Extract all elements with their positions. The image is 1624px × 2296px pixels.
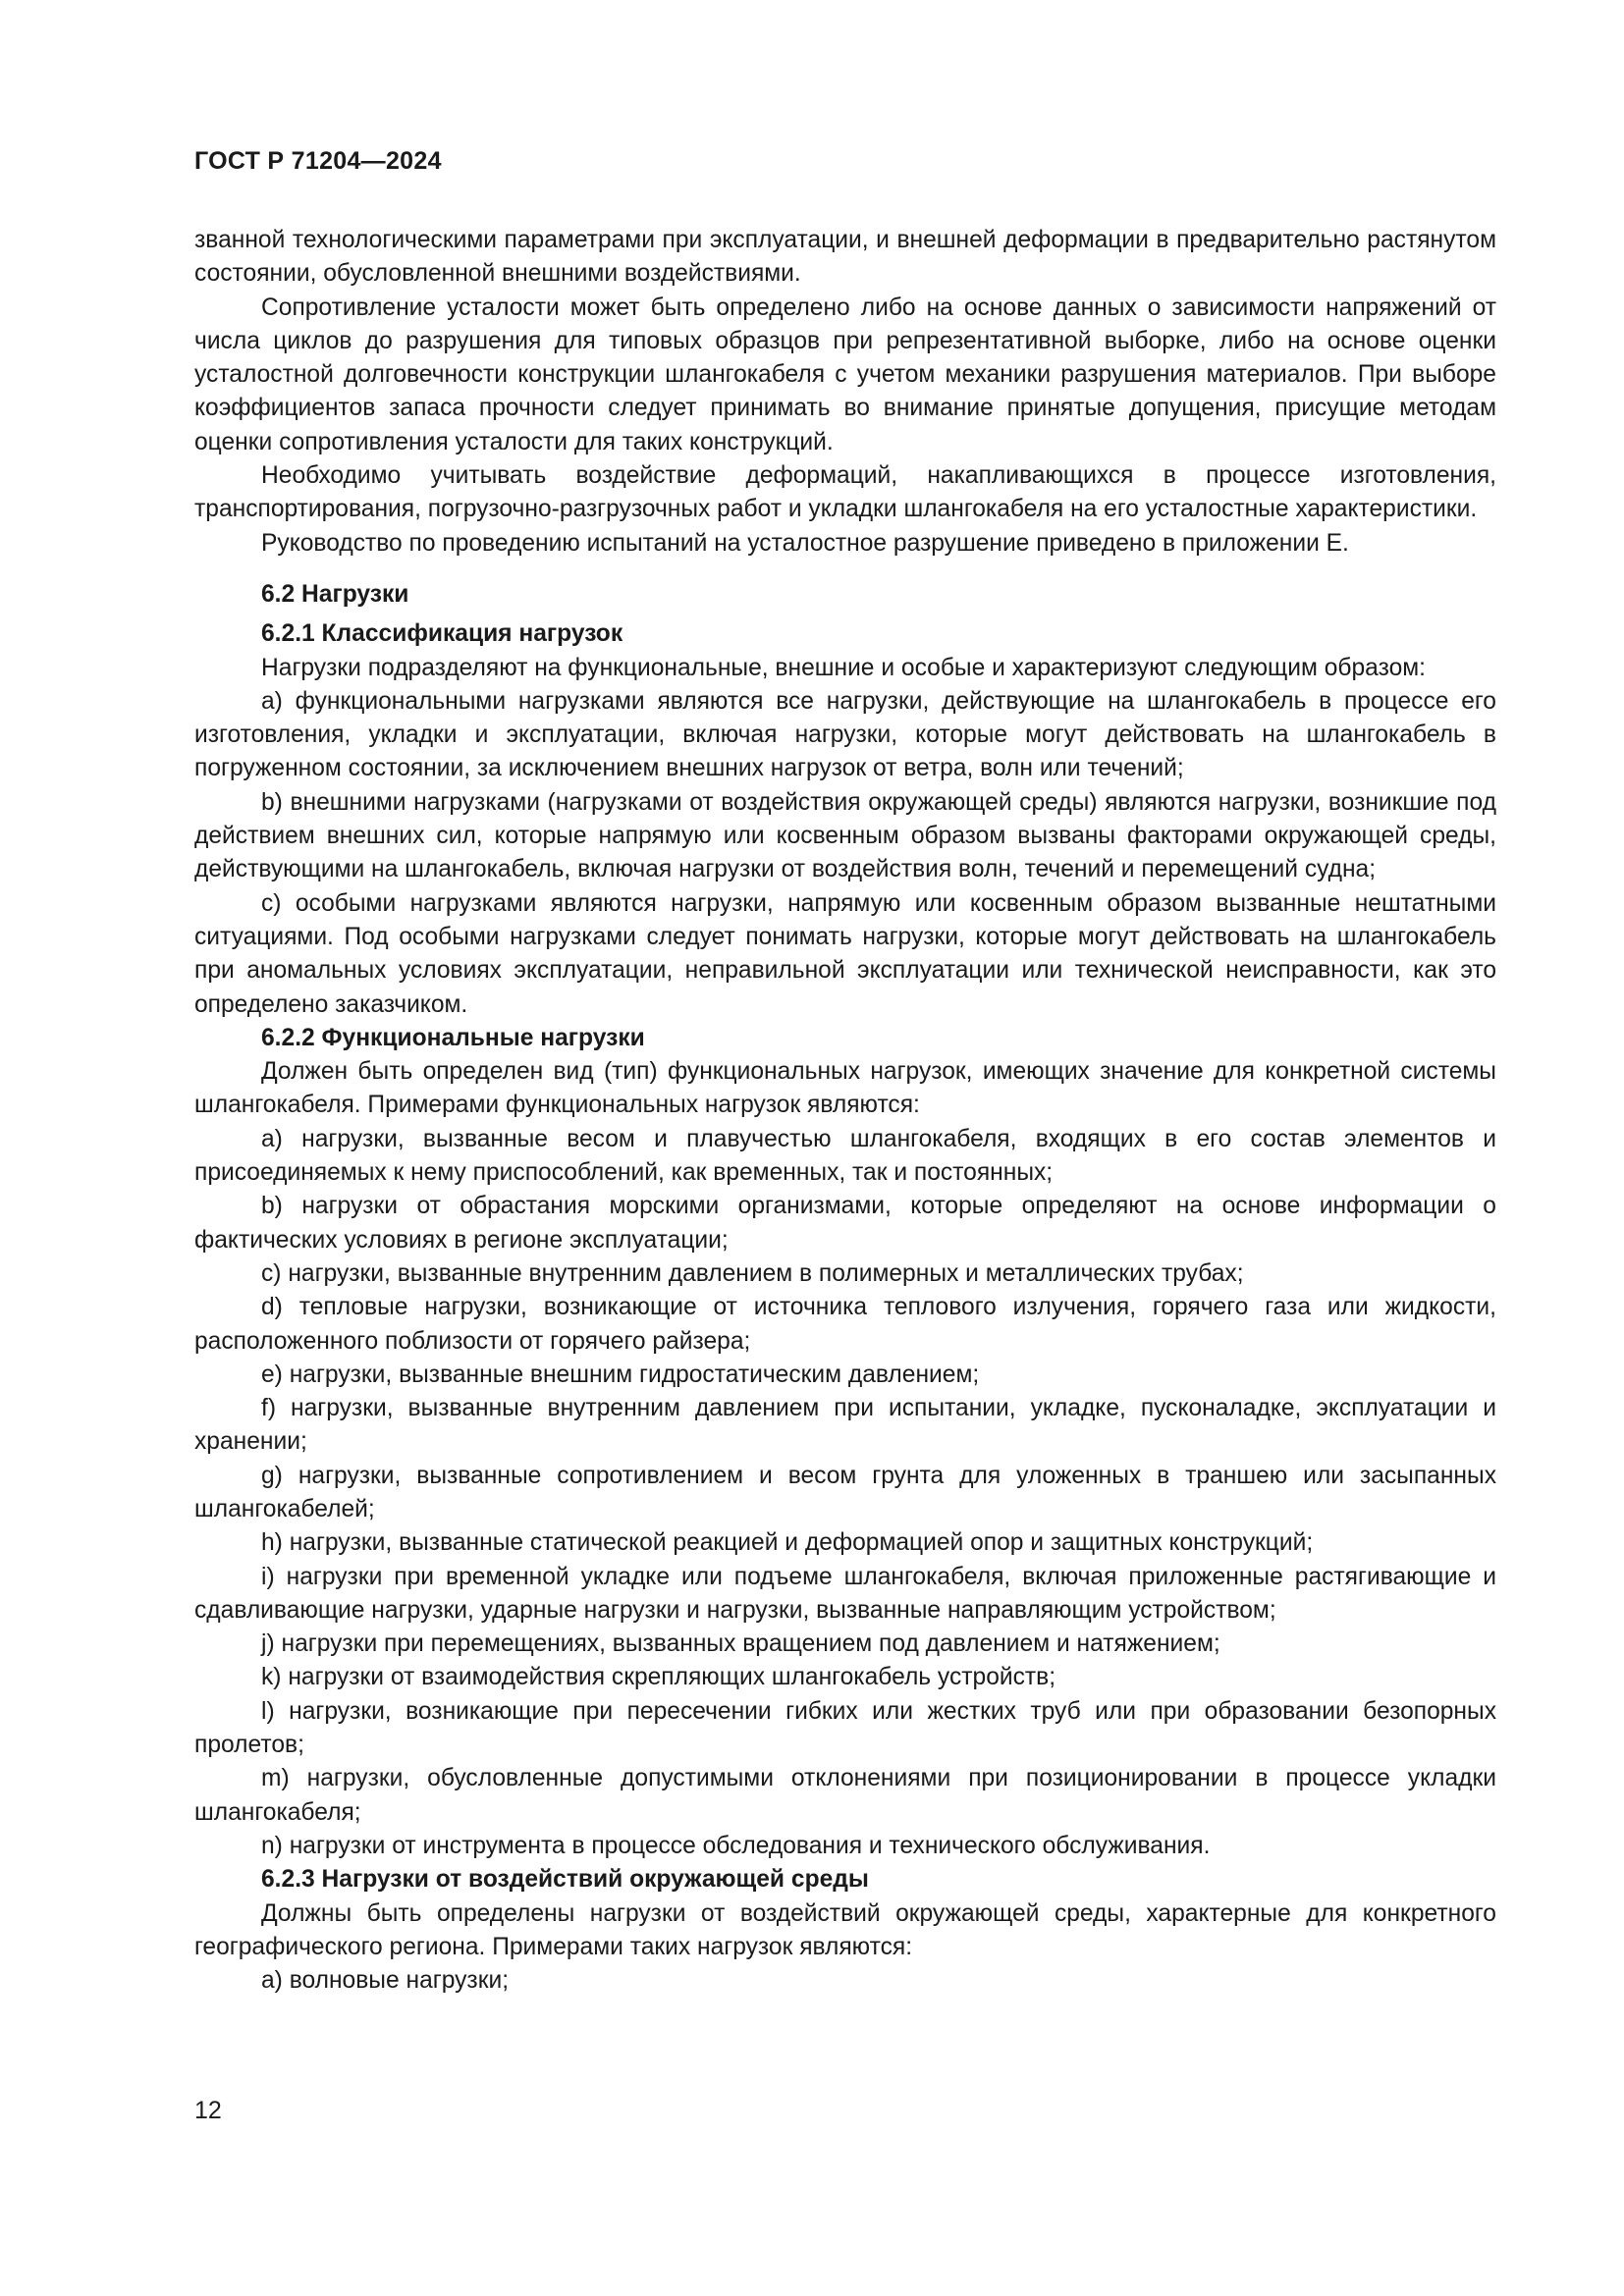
list-item: c) нагрузки, вызванные внутренним давлением в полимерных и металлических трубах; <box>261 1259 1244 1287</box>
list-item: a) нагрузки, вызванные весом и плавучестью шлангокабеля, входящих в его состав элементов и присоединяемых к нему приспособлений, как временных, так и постоянных; <box>194 1125 1496 1187</box>
list-item: a) функциональными нагрузками являются все нагрузки, действующие на шлангокабель в процессе его изготовления, укладки и эксплуатации, включая нагрузки, которые могут действовать на шлангокабель в погруженном состоянии, за исключением внешних нагрузок от ветра, волн или течений; <box>194 687 1496 782</box>
list-item: b) нагрузки от обрастания морскими организмами, которые определяют на основе информации о фактических условиях в регионе эксплуатации; <box>194 1193 1496 1254</box>
paragraph-deformations: Необходимо учитывать воздействие деформаций, накапливающихся в процессе изготовления, транспортирования, погрузочно-разгрузочных работ и укладки шлангокабеля на его усталостные характеристики. <box>194 462 1496 523</box>
list-item: e) нагрузки, вызванные внешним гидростатическим давлением; <box>261 1361 980 1388</box>
list-item: n) нагрузки от инструмента в процессе обследования и технического обслуживания. <box>261 1832 1211 1859</box>
list-item: m) нагрузки, обусловленные допустимыми отклонениями при позиционировании в процессе укладки шлангокабеля; <box>194 1765 1496 1826</box>
list-item: f) нагрузки, вызванные внутренним давлением при испытании, укладке, пусконаладке, эксплуатации и хранении; <box>194 1395 1496 1456</box>
paragraph-fatigue-testing-guide: Руководство по проведению испытаний на усталостное разрушение приведено в приложении Е. <box>261 529 1349 557</box>
list-item: a) волновые нагрузки; <box>261 1967 510 1995</box>
section-title-6-2-3: 6.2.3 Нагрузки от воздействий окружающей среды <box>261 1866 869 1894</box>
list-item: d) тепловые нагрузки, возникающие от источника теплового излучения, горячего газа или жидкости, расположенного поблизости от горячего райзера; <box>194 1294 1496 1355</box>
section-title-6-2: 6.2 Нагрузки <box>261 580 409 608</box>
list-item: k) нагрузки от взаимодействия скрепляющих шлангокабель устройств; <box>261 1664 1056 1691</box>
document-code-header: ГОСТ Р 71204—2024 <box>194 147 442 175</box>
section-6-2-2-intro: Должен быть определен вид (тип) функциональных нагрузок, имеющих значение для конкретной системы шлангокабеля. Примерами функциональных нагрузок являются: <box>194 1058 1496 1119</box>
list-item: c) особыми нагрузками являются нагрузки, напрямую или косвенным образом вызванные нештатными ситуациями. Под особыми нагрузками следует понимать нагрузки, которые могут действовать на шлангокабель при аномальных условиях эксплуатации, неправильной эксплуатации или технической неисправности, как это определено заказчиком. <box>194 889 1496 1018</box>
list-item: i) нагрузки при временной укладке или подъеме шлангокабеля, включая приложенные растягивающие и сдавливающие нагрузки, ударные нагрузки и нагрузки, вызванные направляющим устройством; <box>194 1563 1496 1624</box>
document-body <box>194 224 1496 1998</box>
page-number: 12 <box>194 2097 222 2124</box>
paragraph-continuation: званной технологическими параметрами при эксплуатации, и внешней деформации в предварительно растянутом состоянии, обусловленной внешними воздействиями. <box>194 227 1496 288</box>
section-6-2-1-intro: Нагрузки подразделяют на функциональные, внешние и особые и характеризуют следующим образом: <box>261 654 1426 681</box>
list-item: h) нагрузки, вызванные статической реакцией и деформацией опор и защитных конструкций; <box>261 1529 1314 1557</box>
list-item: l) нагрузки, возникающие при пересечении гибких или жестких труб или при образовании безопорных пролетов; <box>194 1697 1496 1759</box>
list-item: b) внешними нагрузками (нагрузками от воздействия окружающей среды) являются нагрузки, возникшие под действием внешних сил, которые напрямую или косвенным образом вызваны факторами окружающей среды, действующими на шлангокабель, включая нагрузки от воздействия волн, течений и перемещений судна; <box>194 788 1496 883</box>
list-item: j) нагрузки при перемещениях, вызванных вращением под давлением и натяжением; <box>261 1630 1220 1658</box>
section-6-2-3-intro: Должны быть определены нагрузки от воздействий окружающей среды, характерные для конкретного географического региона. Примерами таких нагрузок являются: <box>194 1899 1496 1960</box>
list-item: g) нагрузки, вызванные сопротивлением и весом грунта для уложенных в траншею или засыпанных шлангокабелей; <box>194 1462 1496 1522</box>
paragraph-fatigue-resistance: Сопротивление усталости может быть определено либо на основе данных о зависимости напряжений от числа циклов до разрушения для типовых образцов при репрезентативной выборке, либо на основе оценки усталостной долговечности конструкции шлангокабеля с учетом механики разрушения материалов. При выборе коэффициентов запаса прочности следует принимать во внимание принятые допущения, присущие методам оценки сопротивления усталости для таких конструкций. <box>194 294 1496 455</box>
section-title-6-2-1: 6.2.1 Классификация нагрузок <box>261 620 623 648</box>
section-title-6-2-2: 6.2.2 Функциональные нагрузки <box>261 1024 645 1051</box>
